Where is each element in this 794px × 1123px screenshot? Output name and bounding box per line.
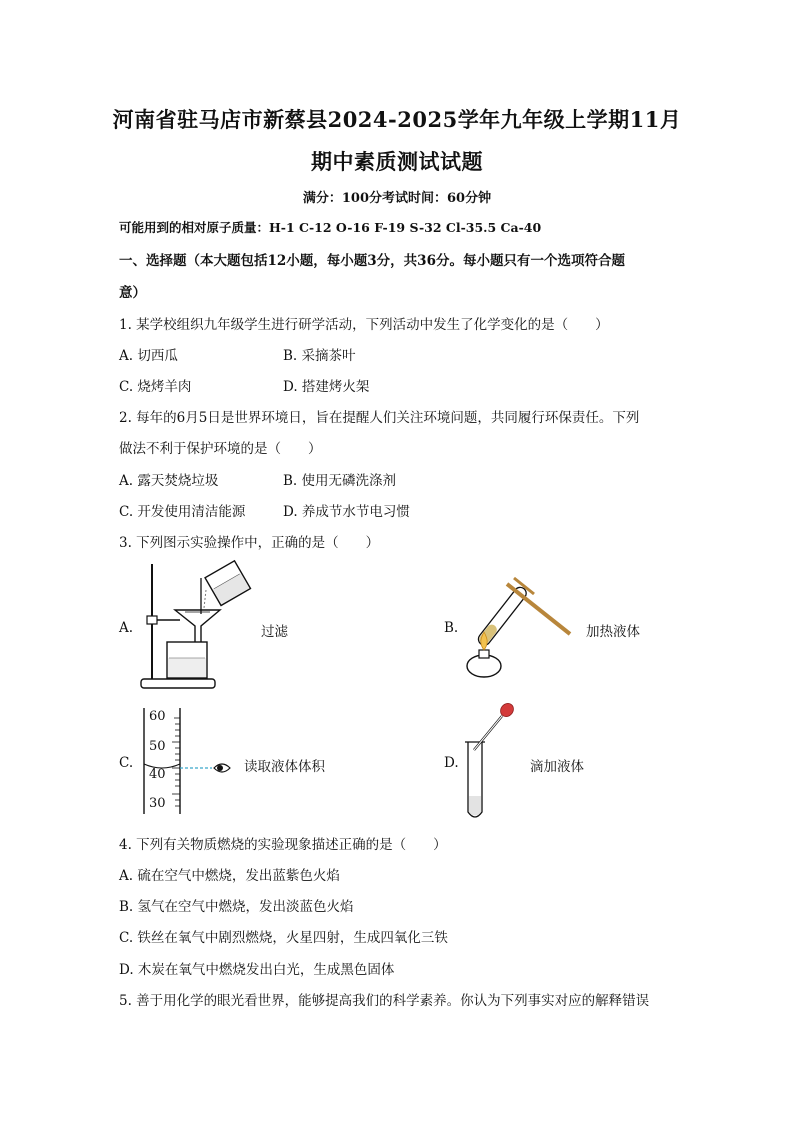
question-2-stem-line1: 2. 每年的6月5日是世界环境日，旨在提醒人们关注环境问题，共同履行环保责任。下列 (119, 410, 640, 426)
figure-b-label: 加热液体 (586, 624, 640, 640)
question-1-option-b: B. 采摘茶叶 (283, 348, 356, 364)
section1-heading-line2: 意） (119, 285, 146, 301)
exam-subtitle: 满分：100分考试时间：60分钟 (302, 191, 492, 206)
filtration-apparatus-figure (135, 558, 255, 693)
cylinder-tick-40: 40 (149, 767, 166, 782)
exam-title-line1: 河南省驻马店市新蔡县2024-2025学年九年级上学期11月 (112, 107, 682, 132)
figure-d-letter: D. (444, 755, 459, 771)
dropper-test-tube-figure (462, 700, 522, 824)
figure-b-letter: B. (444, 620, 459, 636)
figure-c-label: 读取液体体积 (244, 759, 325, 775)
question-4-option-a: A. 硫在空气中燃烧，发出蓝紫色火焰 (119, 868, 340, 884)
question-2-option-c: C. 开发使用清洁能源 (119, 504, 246, 520)
atomic-mass-note: 可能用到的相对原子质量：H-1 C-12 O-16 F-19 S-32 Cl-35.5 Ca-40 (119, 220, 542, 235)
question-1-option-c: C. 烧烤羊肉 (119, 379, 192, 395)
figure-a-label: 过滤 (261, 624, 288, 640)
question-4-stem: 4. 下列有关物质燃烧的实验现象描述正确的是（ ） (119, 837, 447, 853)
heating-liquid-figure (462, 572, 577, 682)
cylinder-tick-60: 60 (149, 709, 166, 724)
figure-a-letter: A. (119, 620, 134, 636)
question-4-option-b: B. 氢气在空气中燃烧，发出淡蓝色火焰 (119, 899, 354, 915)
question-4-option-c: C. 铁丝在氧气中剧烈燃烧，火星四射，生成四氧化三铁 (119, 930, 448, 946)
exam-title-line2: 期中素质测试试题 (311, 149, 483, 174)
figure-d-label: 滴加液体 (530, 759, 584, 775)
question-2-option-a: A. 露天焚烧垃圾 (119, 473, 219, 489)
eye-icon (212, 760, 232, 776)
question-1-option-a: A. 切西瓜 (119, 348, 178, 364)
question-2-stem-line2: 做法不利于保护环境的是（ ） (119, 441, 322, 457)
figure-c-letter: C. (119, 755, 134, 771)
question-1-option-d: D. 搭建烤火架 (283, 379, 370, 395)
question-1-stem: 1. 某学校组织九年级学生进行研学活动，下列活动中发生了化学变化的是（ ） (119, 317, 609, 333)
question-2-option-b: B. 使用无磷洗涤剂 (283, 473, 397, 489)
question-3-stem: 3. 下列图示实验操作中，正确的是（ ） (119, 535, 380, 551)
cylinder-tick-50: 50 (149, 739, 166, 754)
question-2-option-d: D. 养成节水节电习惯 (283, 504, 410, 520)
section1-heading-line1: 一、选择题（本大题包括12小题，每小题3分，共36分。每小题只有一个选项符合题 (119, 253, 625, 269)
question-5-stem: 5. 善于用化学的眼光看世界，能够提高我们的科学素养。你认为下列事实对应的解释错误 (119, 993, 650, 1009)
question-4-option-d: D. 木炭在氧气中燃烧发出白光，生成黑色固体 (119, 962, 395, 978)
cylinder-tick-30: 30 (149, 796, 166, 811)
